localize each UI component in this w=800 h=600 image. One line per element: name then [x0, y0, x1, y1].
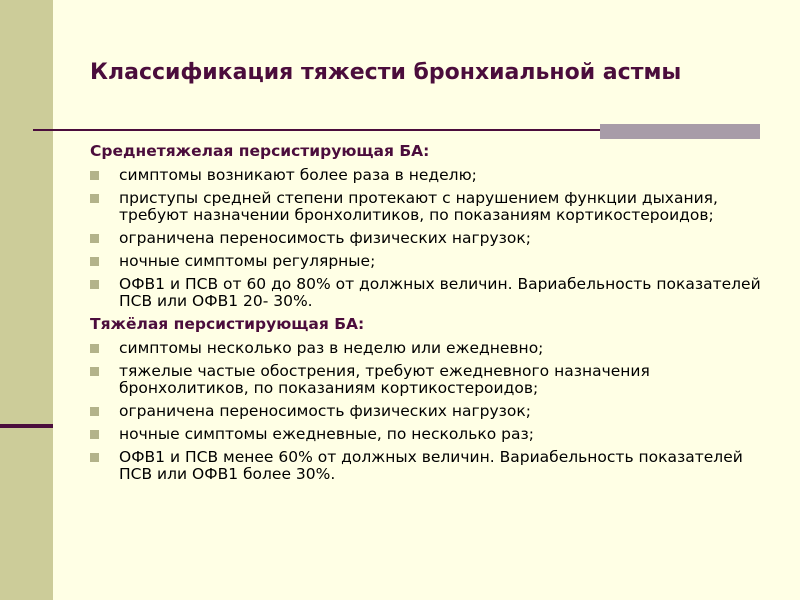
list-item-text: тяжелые частые обострения, требуют ежедневного назначения бронхолитиков, по показаниям кортикостероидов;: [119, 362, 650, 397]
list-item: [90, 276, 770, 310]
list-item: [90, 190, 770, 224]
square-bullet-icon: [90, 194, 99, 203]
square-bullet-icon: [90, 234, 99, 243]
moderate-symptom-list: [90, 167, 770, 310]
list-item: [90, 449, 770, 483]
square-bullet-icon: [90, 171, 99, 180]
list-item-text: ночные симптомы регулярные;: [119, 252, 376, 270]
list-item: [90, 230, 770, 247]
square-bullet-icon: [90, 367, 99, 376]
list-item-text: приступы средней степени протекают с нарушением функции дыхания, требуют назначении бронхолитиков, по показаниям кортикостероидов;: [119, 189, 718, 224]
section-heading-severe: Тяжёлая персистирующая БА:: [90, 315, 365, 333]
list-item-text: ночные симптомы ежедневные, по несколько раз;: [119, 425, 534, 443]
list-item-text: симптомы несколько раз в неделю или ежедневно;: [119, 339, 544, 357]
list-item-text: ОФВ1 и ПСВ от 60 до 80% от должных величин. Вариабельность показателей ПСВ или ОФВ1 20- 30%.: [119, 275, 761, 310]
square-bullet-icon: [90, 344, 99, 353]
side-decor-accent-line: [0, 424, 53, 428]
list-item: [90, 363, 770, 397]
section-heading-moderate: Среднетяжелая персистирующая БА:: [90, 142, 430, 160]
list-item-text: симптомы возникают более раза в неделю;: [119, 166, 477, 184]
list-item: [90, 167, 770, 184]
side-decor-bar: [0, 0, 53, 600]
list-item: [90, 253, 770, 270]
square-bullet-icon: [90, 430, 99, 439]
list-item: [90, 403, 770, 420]
list-item-text: ограничена переносимость физических нагрузок;: [119, 229, 531, 247]
square-bullet-icon: [90, 453, 99, 462]
square-bullet-icon: [90, 257, 99, 266]
list-item: [90, 340, 770, 357]
square-bullet-icon: [90, 280, 99, 289]
square-bullet-icon: [90, 407, 99, 416]
list-item: [90, 426, 770, 443]
list-item-text: ОФВ1 и ПСВ менее 60% от должных величин. Вариабельность показателей ПСВ или ОФВ1 более 30%.: [119, 448, 743, 483]
title-divider-block: [600, 124, 760, 139]
list-item-text: ограничена переносимость физических нагрузок;: [119, 402, 531, 420]
slide-title: Классификация тяжести бронхиальной астмы: [90, 60, 682, 85]
severe-symptom-list: [90, 340, 770, 483]
slide-content: [90, 143, 770, 489]
